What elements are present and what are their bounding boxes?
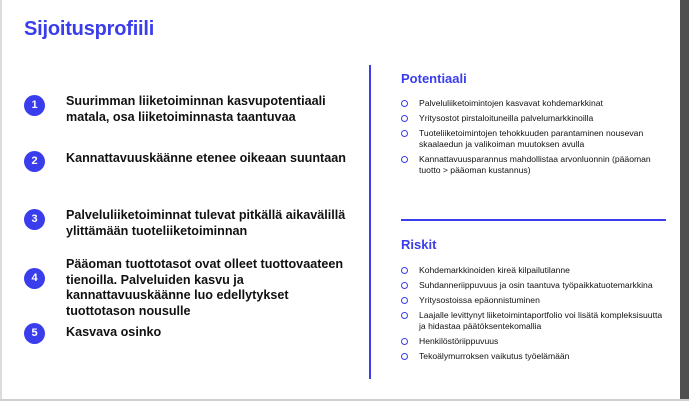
bullet-icon [401, 338, 408, 345]
risks-list [401, 265, 671, 366]
list-item-text: Pääoman tuottotasot ovat olleet tuottovaateen tienoilla. Palveluiden kasvu ja kannattavuuskäänne luo edellytykset tuottotason nousulle [66, 257, 344, 318]
list-item: Kannattavuusparannus mahdollistaa arvonluonnin (pääoman tuotto > pääoman kustannus) [401, 154, 671, 176]
bullet-icon [401, 130, 408, 137]
list-item-text: Kasvava osinko [66, 325, 162, 339]
window-scrollbar[interactable] [680, 0, 689, 401]
list-item: Yritysostot pirstaloituneilla palvelumarkkinoilla [401, 113, 671, 124]
list-item: Palveluliiketoimintojen kasvavat kohdemarkkinat [401, 98, 671, 109]
number-badge: 3 [24, 209, 45, 230]
number-badge: 1 [24, 95, 45, 116]
list-item: Kohdemarkkinoiden kireä kilpailutilanne [401, 265, 671, 276]
list-item: Suhdanneriippuvuus ja osin taantuva työpaikkatuotemarkkina [401, 280, 671, 291]
list-item-text: Palveluliiketoiminnat tulevat pitkällä aikavälillä ylittämään tuoteliiketoiminnan [66, 208, 346, 238]
bullet-icon [401, 353, 408, 360]
list-item: Laajalle levittynyt liiketoimintaportfolio voi lisätä kompleksisuutta ja hidastaa päätöksentekomallia [401, 310, 671, 332]
bullet-icon [401, 100, 408, 107]
list-item-text: Kannattavuuskäänne etenee oikeaan suuntaan [66, 151, 346, 165]
list-item: Tuoteliiketoimintojen tehokkuuden parantaminen nousevan skaalaedun ja valikoiman muutoksen avulla [401, 128, 671, 150]
bullet-icon [401, 312, 408, 319]
list-item: Tekoälymurroksen vaikutus työelämään [401, 351, 671, 362]
horizontal-divider [401, 219, 666, 221]
potential-heading: Potentiaali [401, 71, 467, 86]
bullet-icon [401, 297, 408, 304]
bullet-icon [401, 282, 408, 289]
bullet-icon [401, 156, 408, 163]
list-item: Henkilöstöriippuvuus [401, 336, 671, 347]
risks-heading: Riskit [401, 237, 437, 252]
potential-list [401, 98, 671, 180]
number-badge: 4 [24, 268, 45, 289]
number-badge: 5 [24, 323, 45, 344]
page-title: Sijoitusprofiili [24, 18, 155, 40]
bullet-icon [401, 115, 408, 122]
vertical-divider [369, 65, 371, 379]
list-item-text: Suurimman liiketoiminnan kasvupotentiaali matala, osa liiketoiminnasta taantuvaa [66, 94, 326, 124]
list-item: Yritysostoissa epäonnistuminen [401, 295, 671, 306]
window-edge-left [0, 0, 2, 401]
bullet-icon [401, 267, 408, 274]
number-badge: 2 [24, 151, 45, 172]
